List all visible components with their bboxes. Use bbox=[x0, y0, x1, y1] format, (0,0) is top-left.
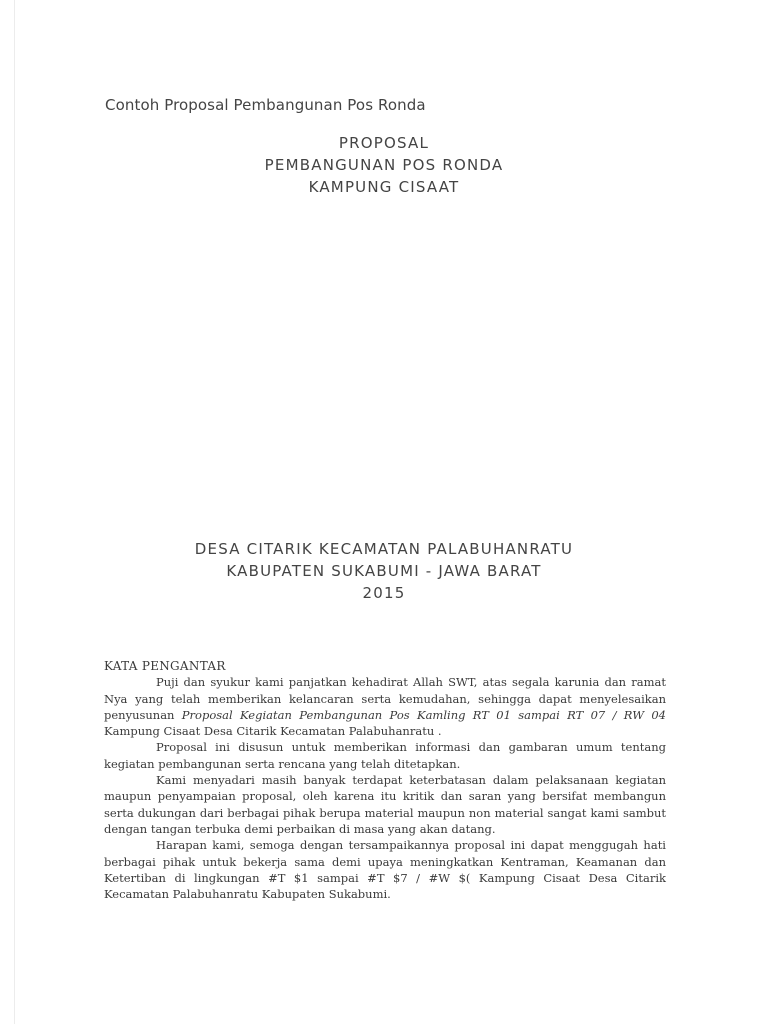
paragraph-3: Kami menyadari masih banyak terdapat keterbatasan dalam pelaksanaan kegiatan maupun penyampaian proposal, oleh karena itu kritik dan saran yang bersifat membangun serta dukungan dari berbagai pihak berupa material maupun non material sangat kami sambut dengan tangan terbuka demi perbaikan di masa yang akan datang. bbox=[104, 773, 666, 836]
cover-title-line-2: PEMBANGUNAN POS RONDA bbox=[264, 156, 504, 174]
kata-pengantar-title: KATA PENGANTAR bbox=[104, 659, 226, 673]
paragraph-1 bbox=[104, 674, 666, 739]
cover-title-line-3: KAMPUNG CISAAT bbox=[308, 178, 460, 196]
cover-footer-line-1: DESA CITARIK KECAMATAN PALABUHANRATU bbox=[194, 540, 574, 558]
cover-footer bbox=[0, 538, 768, 604]
paragraph-1-start: Puji dan syukur kami panjatkan kehadirat Allah SWT, atas segala karunia dan ramat Nya yang telah memberikan kelancaran serta kemudahan, sehingga dapat menyelesaikan penyusunan bbox=[104, 675, 666, 722]
kata-pengantar-section bbox=[104, 658, 666, 902]
cover-title-line-1: PROPOSAL bbox=[338, 134, 430, 152]
document-heading: Contoh Proposal Pembangunan Pos Ronda bbox=[105, 96, 426, 114]
paragraph-2: Proposal ini disusun untuk memberikan informasi dan gambaran umum tentang kegiatan pembangunan serta rencana yang telah ditetapkan. bbox=[104, 740, 666, 771]
cover-title bbox=[0, 132, 768, 198]
paragraph-1-end: Kampung Cisaat Desa Citarik Kecamatan Palabuhanratu . bbox=[104, 724, 442, 739]
paragraph-4: Harapan kami, semoga dengan tersampaikannya proposal ini dapat menggugah hati berbagai pihak untuk bekerja sama demi upaya meningkatkan Kentraman, Keamanan dan Ketertiban di lingkungan #T $1 sampai #T $7 / #W $( Kampung Cisaat Desa Citarik Kecamatan Palabuhanratu Kabupaten Sukabumi. bbox=[104, 838, 666, 902]
cover-footer-line-3: 2015 bbox=[362, 584, 406, 602]
paragraph-1-italic: Proposal Kegiatan Pembangunan Pos Kamling RT 01 sampai RT 07 / RW 04 bbox=[181, 707, 666, 722]
cover-footer-line-2: KABUPATEN SUKABUMI - JAWA BARAT bbox=[226, 562, 542, 580]
